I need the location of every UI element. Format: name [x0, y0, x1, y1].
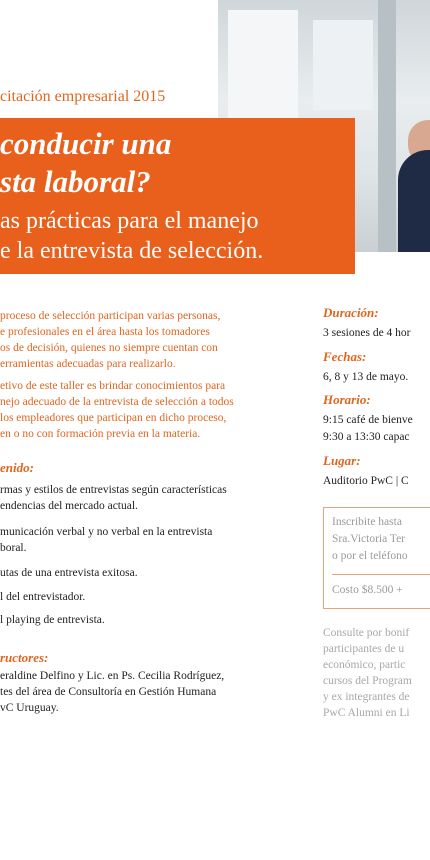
- title-line-2: sta laboral?: [0, 164, 151, 199]
- consult-text: [323, 625, 430, 721]
- lugar-title: Lugar:: [323, 453, 361, 468]
- text-line: os de decisión, quienes no siempre cuentan con: [0, 342, 218, 354]
- intro-paragraph-2: [0, 378, 300, 442]
- text-line: y ex integrantes de: [323, 691, 410, 703]
- title-line-1: conducir una: [0, 126, 172, 161]
- text-line: vC Uruguay.: [0, 702, 59, 714]
- instructores-title: ructores:: [0, 650, 49, 665]
- content-item: [0, 482, 300, 514]
- text-line: proceso de selección participan varias personas,: [0, 310, 221, 322]
- inscription-box: [323, 507, 430, 609]
- text-line: cursos del Program: [323, 675, 412, 687]
- contenido-title: enido:: [0, 460, 34, 475]
- horario-value-2: 9:30 a 13:30 capac: [323, 431, 410, 443]
- horario-value-1: 9:15 café de bienve: [323, 414, 413, 426]
- text-line: PwC Alumni en Li: [323, 707, 410, 719]
- fechas-value: 6, 8 y 13 de mayo.: [323, 371, 409, 383]
- person-figure: [398, 150, 430, 252]
- title-banner: [0, 118, 355, 274]
- subtitle-line-1: as prácticas para el manejo: [0, 208, 259, 234]
- text-line: tes del área de Consultoría en Gestión Humana: [0, 686, 217, 698]
- duracion-value: 3 sesiones de 4 hor: [323, 327, 411, 339]
- text-line: eraldine Delfino y Lic. en Ps. Cecilia Rodríguez,: [0, 670, 225, 682]
- content-item: [0, 565, 300, 581]
- fechas-title: Fechas:: [323, 349, 367, 364]
- divider: [332, 574, 430, 575]
- text-line: l playing de entrevista.: [0, 614, 105, 626]
- lugar-value: Auditorio PwC | C: [323, 475, 409, 487]
- instructores-text: [0, 668, 300, 716]
- window-shape: [313, 20, 373, 110]
- text-line: nejo adecuado de la entrevista de selección a todos: [0, 396, 234, 408]
- intro-paragraph-1: [0, 308, 300, 372]
- text-line: económico, partic: [323, 659, 406, 671]
- text-line: municación verbal y no verbal en la entrevista: [0, 526, 213, 538]
- text-line: los empleadores que participan en dicho proceso,: [0, 412, 227, 424]
- text-line: en o no con formación previa en la materia.: [0, 428, 201, 440]
- text-line: endencias del mercado actual.: [0, 500, 138, 512]
- horario-title: Horario:: [323, 392, 371, 407]
- pillar-shape: [378, 0, 396, 252]
- content-item: [0, 589, 300, 605]
- window-shape: [228, 10, 298, 120]
- text-line: participantes de u: [323, 643, 405, 655]
- text-line: utas de una entrevista exitosa.: [0, 567, 138, 579]
- subtitle-line-2: e la entrevista de selección.: [0, 238, 264, 264]
- text-line: Consulte por bonif: [323, 627, 410, 639]
- text-line: boral.: [0, 542, 27, 554]
- text-line: rmas y estilos de entrevistas según características: [0, 484, 227, 496]
- text-line: l del entrevistador.: [0, 591, 86, 603]
- text-line: erramientas adecuadas para realizarlo.: [0, 358, 176, 370]
- content-item: [0, 524, 300, 556]
- content-item: [0, 612, 300, 628]
- inscription-line-2: Sra.Victoria Ter: [332, 533, 406, 545]
- inscription-line-1: Inscribite hasta: [332, 516, 402, 528]
- duracion-title: Duración:: [323, 305, 379, 320]
- text-line: etivo de este taller es brindar conocimientos para: [0, 380, 226, 392]
- inscription-line-3: o por el teléfono: [332, 550, 408, 562]
- cost-text: Costo $8.500 +: [332, 584, 403, 596]
- program-label: citación empresarial 2015: [0, 88, 166, 105]
- text-line: e profesionales en el área hasta los tomadores: [0, 326, 210, 338]
